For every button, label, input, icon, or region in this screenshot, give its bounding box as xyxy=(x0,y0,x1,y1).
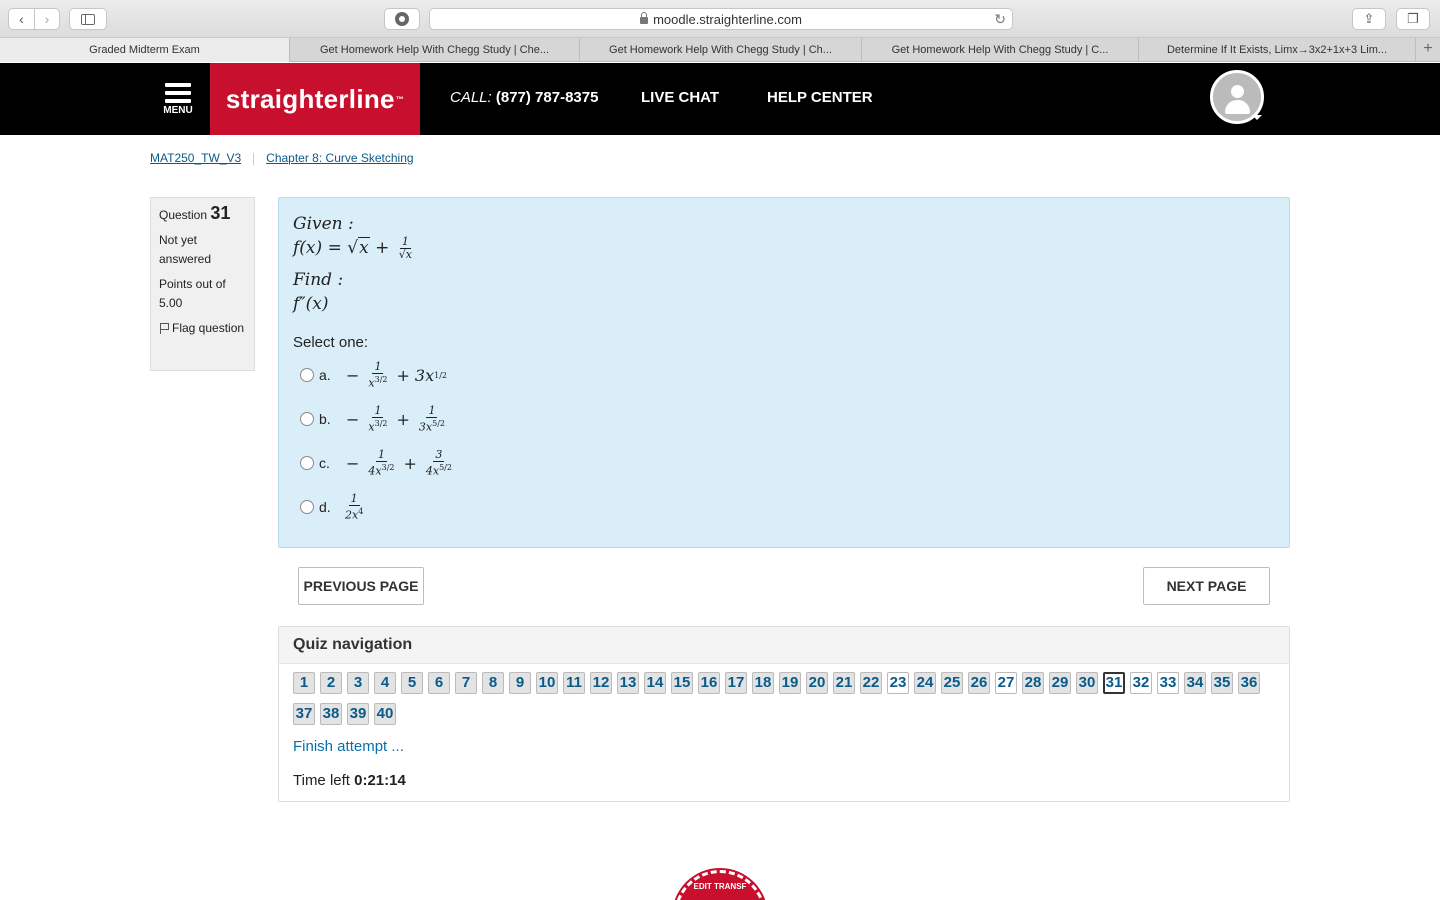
menu-button[interactable] xyxy=(160,83,196,123)
address-bar[interactable] xyxy=(429,8,1013,30)
option-d-math: $\frac{1}{2x^4}$ xyxy=(345,491,364,522)
time-left: Time left 0:21:14 xyxy=(293,772,406,789)
quiz-nav-button[interactable]: 17 xyxy=(725,672,747,694)
sidebar-icon xyxy=(81,14,95,25)
quiz-nav-button[interactable]: 3 xyxy=(347,672,369,694)
question-number: Question 31 xyxy=(159,203,231,223)
tab-chegg-3[interactable]: Get Homework Help With Chegg Study | C... xyxy=(862,38,1139,62)
show-tabs-button[interactable] xyxy=(1396,8,1430,30)
select-one-label: Select one: xyxy=(293,334,369,351)
history-nav xyxy=(8,8,60,30)
extension-icon xyxy=(395,12,409,26)
site-header xyxy=(0,63,1440,135)
reload-icon[interactable]: ↻ xyxy=(994,11,1006,27)
tab-graded-midterm[interactable]: Graded Midterm Exam xyxy=(0,38,290,62)
quiz-nav-button[interactable]: 37 xyxy=(293,703,315,725)
quiz-nav-button[interactable]: 12 xyxy=(590,672,612,694)
quiz-nav-button[interactable]: 31 xyxy=(1103,672,1125,694)
menu-label: MENU xyxy=(163,105,193,116)
breadcrumb xyxy=(150,151,414,165)
share-icon: ⇪ xyxy=(1363,11,1375,26)
quiz-nav-button[interactable]: 40 xyxy=(374,703,396,725)
quiz-nav-button[interactable]: 35 xyxy=(1211,672,1233,694)
finish-attempt-link[interactable]: Finish attempt ... xyxy=(293,738,404,755)
find-label: Find : xyxy=(293,270,344,290)
extension-button[interactable] xyxy=(384,8,420,30)
radio-c[interactable] xyxy=(300,456,314,470)
given-label: Given : xyxy=(293,214,354,234)
quiz-nav-button[interactable]: 30 xyxy=(1076,672,1098,694)
back-icon[interactable]: ‹ xyxy=(19,11,24,27)
time-left-value: 0:21:14 xyxy=(354,772,406,789)
forward-icon[interactable]: › xyxy=(34,9,59,29)
lock-icon xyxy=(640,17,648,24)
straighterline-logo[interactable]: straighterline ™ xyxy=(210,63,420,135)
tab-chegg-2[interactable]: Get Homework Help With Chegg Study | Ch... xyxy=(580,38,862,62)
quiz-nav-button[interactable]: 2 xyxy=(320,672,342,694)
share-button[interactable] xyxy=(1352,8,1386,30)
browser-toolbar xyxy=(0,0,1440,38)
logo-text: straighterline xyxy=(225,83,395,114)
quiz-nav-button[interactable]: 24 xyxy=(914,672,936,694)
quiz-nav-button[interactable]: 13 xyxy=(617,672,639,694)
flag-icon xyxy=(159,323,169,333)
hamburger-icon xyxy=(165,83,191,103)
quiz-nav-button[interactable]: 21 xyxy=(833,672,855,694)
radio-d[interactable] xyxy=(300,500,314,514)
new-tab-button[interactable]: + xyxy=(1423,40,1433,57)
radio-b[interactable] xyxy=(300,412,314,426)
tab-limit[interactable]: Determine If It Exists, Limx→3x2+1x+3 Lim... xyxy=(1139,38,1416,62)
quiz-nav-button[interactable]: 6 xyxy=(428,672,450,694)
quiz-navigation xyxy=(278,626,1290,802)
flag-question[interactable]: Flag question xyxy=(159,319,246,338)
option-b-math: − $\frac{1}{x^{3/2}}$ + $\frac{1}{3x^{5/2}}$ xyxy=(346,403,445,434)
quiz-nav-button[interactable]: 18 xyxy=(752,672,774,694)
quiz-nav-button[interactable]: 20 xyxy=(806,672,828,694)
quiz-nav-button[interactable]: 19 xyxy=(779,672,801,694)
option-a-math: − $\frac{1}{x^{3/2}}$ + 3x 1/2 xyxy=(346,359,447,390)
find-expression: f″(x) xyxy=(293,294,329,314)
help-center-link[interactable]: HELP CENTER xyxy=(767,89,873,106)
caret-down-icon[interactable] xyxy=(1252,115,1262,120)
tab-bar xyxy=(0,38,1440,62)
question-status: Not yet answered xyxy=(159,233,212,266)
quiz-nav-button[interactable]: 7 xyxy=(455,672,477,694)
quiz-nav-button[interactable]: 1 xyxy=(293,672,315,694)
quiz-nav-button[interactable]: 26 xyxy=(968,672,990,694)
option-a[interactable]: a. − $\frac{1}{x^{3/2}}$ + 3x 1/2 xyxy=(293,353,1275,397)
previous-page-button[interactable]: PREVIOUS PAGE xyxy=(298,567,424,605)
quiz-nav-button[interactable]: 38 xyxy=(320,703,342,725)
quiz-nav-button[interactable]: 8 xyxy=(482,672,504,694)
quiz-nav-button[interactable]: 25 xyxy=(941,672,963,694)
live-chat-link[interactable]: LIVE CHAT xyxy=(641,89,720,106)
sidebar-toggle-button[interactable] xyxy=(69,8,107,30)
quiz-nav-button[interactable]: 28 xyxy=(1022,672,1044,694)
quiz-nav-button[interactable]: 39 xyxy=(347,703,369,725)
question-info xyxy=(150,197,255,371)
radio-a[interactable] xyxy=(300,368,314,382)
quiz-nav-button[interactable]: 23 xyxy=(887,672,909,694)
call-phone[interactable]: CALL: (877) 787-8375 xyxy=(450,89,599,106)
quiz-nav-button[interactable]: 11 xyxy=(563,672,585,694)
quiz-navigation-title: Quiz navigation xyxy=(279,627,1289,664)
quiz-nav-button[interactable]: 4 xyxy=(374,672,396,694)
quiz-nav-button[interactable]: 32 xyxy=(1130,672,1152,694)
url-text: moodle.straighterline.com xyxy=(653,11,802,27)
given-function: f(x) = √x + $\frac{1}{√x}$ xyxy=(293,235,412,261)
tab-chegg-1[interactable]: Get Homework Help With Chegg Study | Che... xyxy=(290,38,580,62)
breadcrumb-chapter[interactable]: Chapter 8: Curve Sketching xyxy=(266,151,414,165)
question-grid xyxy=(293,672,1273,734)
question-points: Points out of 5.00 xyxy=(159,277,226,310)
option-b[interactable]: b. − $\frac{1}{x^{3/2}}$ + $\frac{1}{3x^{5/2}}$ xyxy=(293,397,1275,441)
quiz-nav-button[interactable]: 34 xyxy=(1184,672,1206,694)
quiz-nav-button[interactable]: 33 xyxy=(1157,672,1179,694)
option-c[interactable]: c. − $\frac{1}{4x^{3/2}}$ + $\frac{3}{4x^{5/2}}$ xyxy=(293,441,1275,485)
question-content xyxy=(278,197,1290,548)
quiz-nav-button[interactable]: 16 xyxy=(698,672,720,694)
quiz-nav-button[interactable]: 9 xyxy=(509,672,531,694)
quiz-nav-button[interactable]: 14 xyxy=(644,672,666,694)
tabs-icon: ❐ xyxy=(1407,11,1419,26)
option-d[interactable]: d. $\frac{1}{2x^4}$ xyxy=(293,485,1275,529)
credit-transfer-seal: EDIT TRANSF xyxy=(674,870,766,900)
option-c-math: − $\frac{1}{4x^{3/2}}$ + $\frac{3}{4x^{5/2}}$ xyxy=(346,447,452,478)
quiz-nav-button[interactable]: 10 xyxy=(536,672,558,694)
breadcrumb-course[interactable]: MAT250_TW_V3 xyxy=(150,151,242,165)
quiz-nav-button[interactable]: 22 xyxy=(860,672,882,694)
quiz-nav-button[interactable]: 5 xyxy=(401,672,423,694)
quiz-nav-button[interactable]: 15 xyxy=(671,672,693,694)
quiz-nav-button[interactable]: 29 xyxy=(1049,672,1071,694)
quiz-nav-button[interactable]: 27 xyxy=(995,672,1017,694)
quiz-nav-button[interactable]: 36 xyxy=(1238,672,1260,694)
next-page-button[interactable]: NEXT PAGE xyxy=(1143,567,1270,605)
